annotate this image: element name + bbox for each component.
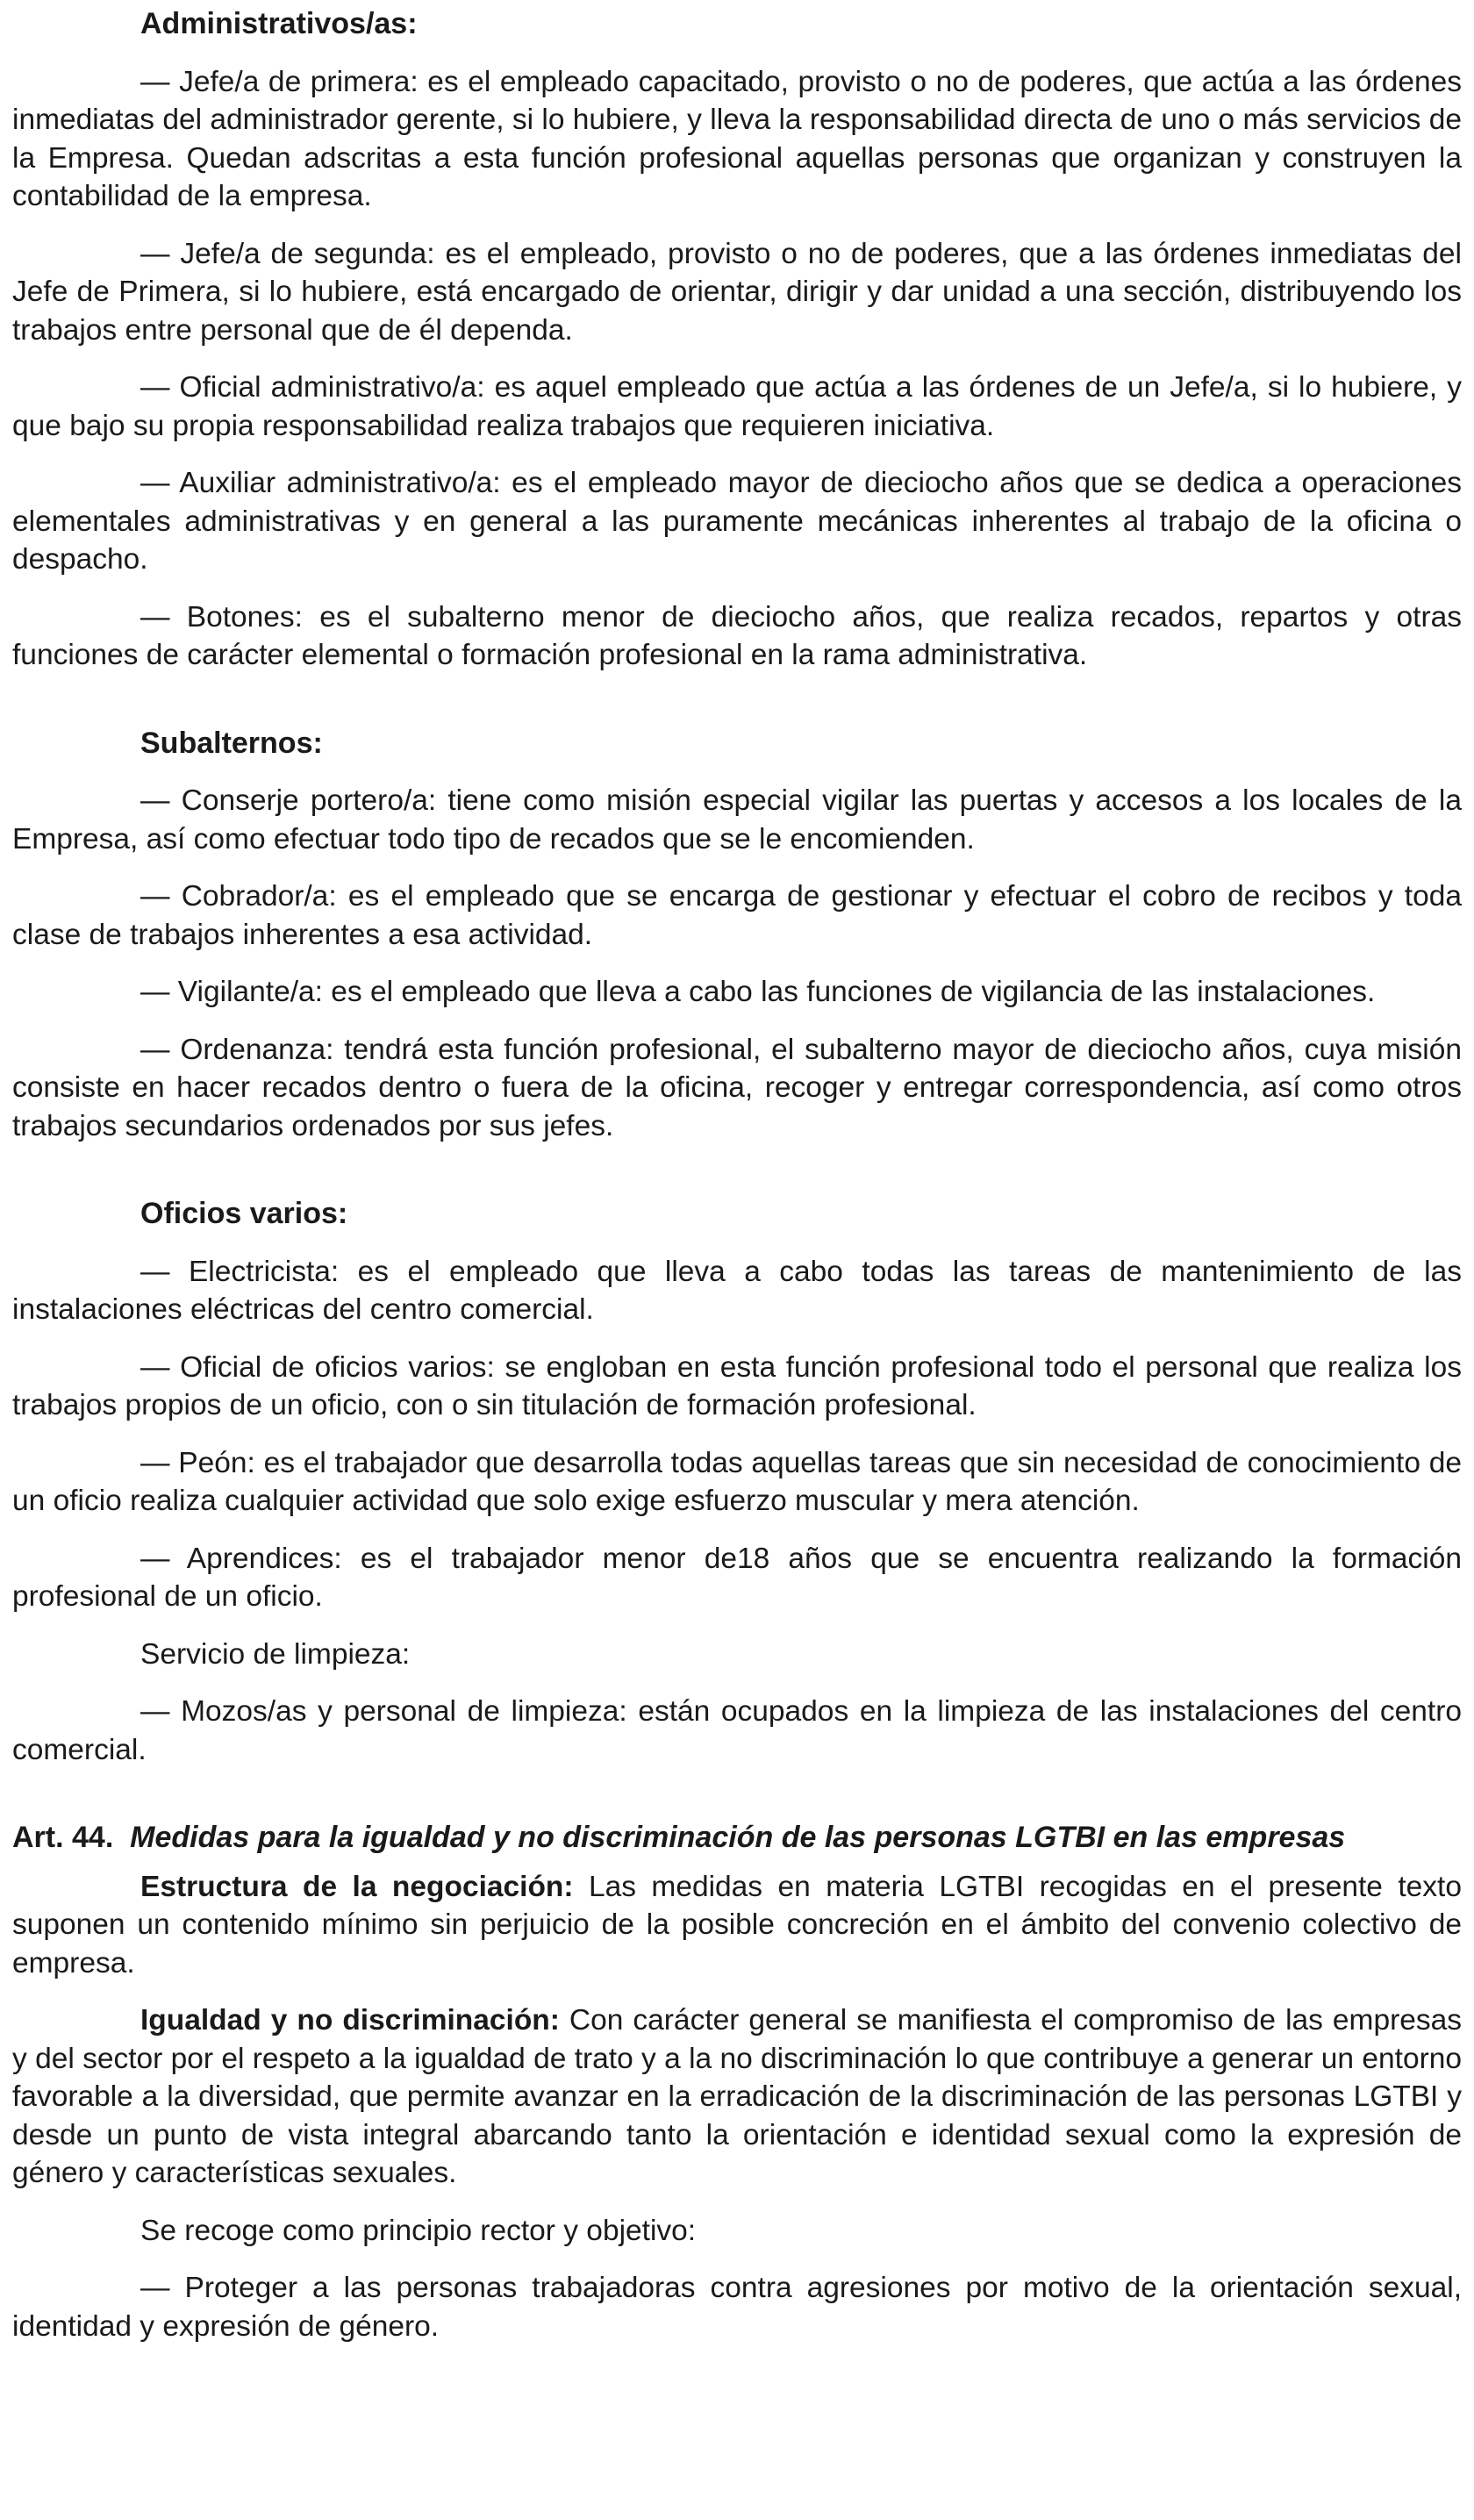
- paragraph-text: Las medidas en materia LGTBI recogidas en el presente texto suponen un contenido mínimo sin perjuicio de la posible concreción en el ámbito del convenio colectivo de empresa.: [12, 1870, 1462, 1979]
- section-heading: Oficios varios:: [140, 1197, 348, 1230]
- article-name: Medidas para la igualdad y no discriminación de las personas LGTBI en las empresas: [130, 1821, 1346, 1854]
- section-oficios-varios: [12, 1195, 1462, 1769]
- section-heading: Subalternos:: [140, 726, 323, 760]
- paragraph-oficial-oficios: — Oficial de oficios varios: se engloban en esta función profesional todo el personal que realiza los trabajos propios de un oficio, con o sin titulación de formación profesional.: [12, 1350, 1462, 1421]
- section-subalternos: [12, 725, 1462, 1146]
- paragraph-oficial-administrativo: — Oficial administrativo/a: es aquel empleado que actúa a las órdenes de un Jefe/a, si lo hubiere, y que bajo su propia responsabilidad realiza trabajos que requieren iniciativa.: [12, 371, 1462, 442]
- paragraph-mozos-limpieza: — Mozos/as y personal de limpieza: están ocupados en la limpieza de las instalaciones del centro comercial.: [12, 1695, 1462, 1766]
- document-page: [12, 5, 1462, 2345]
- paragraph-proteger: — Proteger a las personas trabajadoras contra agresiones por motivo de la orientación sexual, identidad y expresión de género.: [12, 2272, 1462, 2343]
- paragraph-vigilante: — Vigilante/a: es el empleado que lleva a cabo las funciones de vigilancia de las instalaciones.: [140, 976, 1376, 1008]
- paragraph-peon: — Peón: es el trabajador que desarrolla todas aquellas tareas que sin necesidad de conocimiento de un oficio realiza cualquier actividad que solo exige esfuerzo muscular y mera atención.: [12, 1446, 1462, 1517]
- subheading-servicio-limpieza: Servicio de limpieza:: [140, 1637, 411, 1671]
- paragraph-jefe-primera: — Jefe/a de primera: es el empleado capacitado, provisto o no de poderes, que actúa a las órdenes inmediatas del administrador gerente, si lo hubiere, y lleva la responsabilidad directa de uno o más servicios de la Empresa. Quedan adscritas a esta función profesional aquellas personas que organizan y construyen la contabilidad de la empresa.: [12, 65, 1462, 212]
- paragraph-igualdad-no-discriminacion: [12, 2001, 1462, 2193]
- section-administrativos: [12, 5, 1462, 675]
- paragraph-lead: Igualdad y no discriminación:: [140, 2004, 560, 2037]
- paragraph-conserje: — Conserje portero/a: tiene como misión especial vigilar las puertas y accesos a los locales de la Empresa, así como efectuar todo tipo de recados que se le encomienden.: [12, 784, 1462, 856]
- paragraph-jefe-segunda: — Jefe/a de segunda: es el empleado, provisto o no de poderes, que a las órdenes inmediatas del Jefe de Primera, si lo hubiere, está encargado de orientar, dirigir y dar unidad a una sección, distribuyendo los trabajos entre personal que de él dependa.: [12, 237, 1462, 347]
- article-44: [12, 1819, 1462, 2345]
- paragraph-principio-rector: Se recoge como principio rector y objetivo:: [140, 2214, 697, 2247]
- paragraph-auxiliar-administrativo: — Auxiliar administrativo/a: es el empleado mayor de dieciocho años que se dedica a operaciones elementales administrativas y en general a las puramente mecánicas inherentes al trabajo de la oficina o despacho.: [12, 467, 1462, 576]
- paragraph-aprendices: — Aprendices: es el trabajador menor de18 años que se encuentra realizando la formación profesional de un oficio.: [12, 1542, 1462, 1613]
- paragraph-ordenanza: — Ordenanza: tendrá esta función profesional, el subalterno mayor de dieciocho años, cuya misión consiste en hacer recados dentro o fuera de la oficina, recoger y entregar correspondencia, así como otros trabajos secundarios ordenados por sus jefes.: [12, 1033, 1462, 1142]
- paragraph-estructura-negociacion: [12, 1868, 1462, 1983]
- paragraph-botones: — Botones: es el subalterno menor de dieciocho años, que realiza recados, repartos y otras funciones de carácter elemental o formación profesional en la rama administrativa.: [12, 600, 1462, 671]
- paragraph-electricista: — Electricista: es el empleado que lleva a cabo todas las tareas de mantenimiento de las instalaciones eléctricas del centro comercial.: [12, 1255, 1462, 1326]
- article-title: [12, 1819, 1462, 1858]
- paragraph-cobrador: — Cobrador/a: es el empleado que se encarga de gestionar y efectuar el cobro de recibos y toda clase de trabajos inherentes a esa actividad.: [12, 880, 1462, 951]
- paragraph-text: Con carácter general se manifiesta el compromiso de las empresas y del sector por el respeto a la igualdad de trato y a la no discriminación lo que contribuye a generar un entorno favorable a la diversidad, que permite avanzar en la erradicación de la discriminación de las personas LGTBI y desde un punto de vista integral abarcando tanto la orientación e identidad sexual como la expresión de género y características sexuales.: [12, 2004, 1463, 2189]
- article-number: Art. 44.: [12, 1821, 114, 1854]
- section-heading: Administrativos/as:: [140, 7, 418, 40]
- paragraph-lead: Estructura de la negociación:: [140, 1870, 574, 1903]
